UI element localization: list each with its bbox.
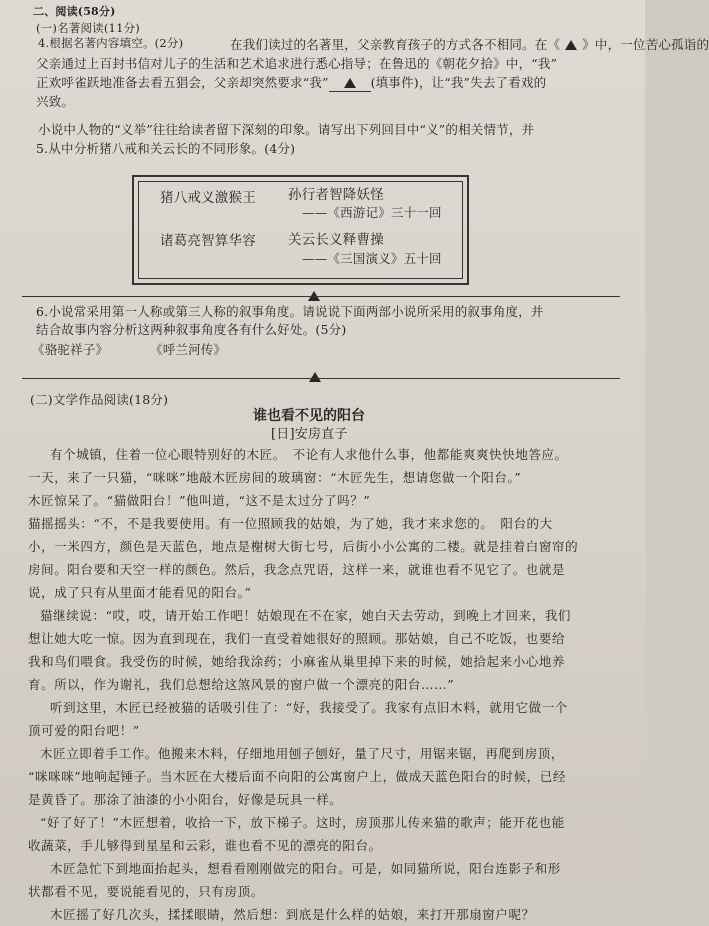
answer-area-marker-q6[interactable] <box>309 366 321 385</box>
story-line: 木匠摇了好几次头，揉揉眼睛，然后想：到底是什么样的姑娘，来打开那扇窗户呢？ <box>50 907 535 922</box>
q4-line1-text: 在我们读过的名著里，父亲教育孩子的方式各不相同。在《 <box>230 37 561 52</box>
answer-line-q5 <box>22 296 620 297</box>
story-body <box>28 443 640 926</box>
story-line: 猫继续说：“哎，哎，请开始工作吧！姑娘现在不在家，她白天去劳动，到晚上才回来，我们 <box>40 608 571 623</box>
triangle-marker-icon <box>565 40 577 50</box>
box-row2-left: 诸葛亮智算华容 <box>160 233 256 249</box>
story-line: 收蔬菜，手儿够得到星星和云彩，谁也看不见的漂亮的阳台。 <box>28 838 382 853</box>
story-line: 木匠惊呆了。“猫做阳台！”他叫道，“这不是太过分了吗？” <box>28 493 371 508</box>
box-row2-source: ——《三国演义》五十回 <box>302 251 442 266</box>
triangle-marker-icon <box>344 78 356 88</box>
q6-book1: 《骆驼祥子》 <box>32 342 109 357</box>
q6-book2: 《呼兰河传》 <box>150 342 227 357</box>
story-line: 木匠立即着手工作。他搬来木料，仔细地用刨子刨好，量了尺寸，用锯来锯，再爬到房顶， <box>40 746 565 761</box>
answer-blank-1[interactable] <box>560 37 582 53</box>
part1-heading: (一)名著阅读(11分) <box>36 21 140 35</box>
story-line: 木匠急忙下到地面抬起头，想看看刚刚做完的阳台。可是，如同猫所说，阳台连影子和形 <box>50 861 561 876</box>
answer-line-q6 <box>22 378 620 379</box>
q4-line2: 父亲通过上百封书信对儿子的生活和艺术追求进行悉心指导；在鲁迅的《朝花夕拾》中，“我” <box>36 56 558 71</box>
story-line: 听到这里，木匠已经被猫的话吸引住了：“好，我接受了。我家有点旧木料，就用它做一个 <box>50 700 568 715</box>
story-line: 小，一米四方，颜色是天蓝色，地点是榭树大街七号，后街小小公寓的二楼。就是挂着白窗帘的 <box>28 539 579 554</box>
story-line: 一天，来了一只猫，“咪咪”地敲木匠房间的玻璃窗：“木匠先生，想请您做一个阳台。” <box>28 470 522 485</box>
box-row1-right: 孙行者智降妖怪 <box>288 187 384 203</box>
q4-line1 <box>230 37 709 53</box>
q4-line4: 兴致。 <box>36 94 75 109</box>
story-line: 想让她大吃一惊。因为直到现在，我们一直受着她很好的照顾。那姑娘，自己不吃饭，也要给 <box>28 631 566 646</box>
triangle-marker-icon <box>309 372 321 382</box>
part2-heading: (二)文学作品阅读(18分) <box>30 392 169 407</box>
q6-line1: 6.小说常采用第一人称或第三人称的叙事角度。请说说下面两部小说所采用的叙事角度，并 <box>36 304 544 319</box>
q4-line1-end: 》中，一位苦心孤诣的 <box>582 37 709 52</box>
story-line: 是黄昏了。那涂了油漆的小小阳台，好像是玩具一样。 <box>28 792 343 807</box>
story-author: [日]安房直子 <box>271 427 348 442</box>
story-line: “好了好了！”木匠想着，收拾一下，放下梯子。这时，房顶那儿传来猫的歌声；能开花也能 <box>40 815 565 830</box>
q4-line3-end: (填事件)，让“我”失去了看戏的 <box>370 75 547 90</box>
story-line: 我和鸟们喂食。我受伤的时候，她给我涂药；小麻雀从巢里掉下来的时候，她拾起来小心地养 <box>28 654 566 669</box>
story-line: 状都看不见，要说能看见的，只有房顶。 <box>28 884 264 899</box>
story-line: “咪咪咪”地响起锤子。当木匠在大楼后面不向阳的公寓窗户上，做成天蓝色阳台的时候，已经 <box>28 769 566 784</box>
story-line: 有个城镇，住着一位心眼特别好的木匠。 不论有人求他什么事，他都能爽爽快快地答应。 <box>50 447 568 462</box>
story-line: 房间。阳台要和天空一样的颜色。然后，我念点咒语，这样一来，就谁也看不见它了。也就是 <box>28 562 566 577</box>
answer-blank-2[interactable] <box>329 75 371 92</box>
q5-line2: 5.从中分析猪八戒和关云长的不同形象。(4分) <box>36 141 296 156</box>
section-header: 二、阅读(58分) <box>33 5 116 18</box>
q4-line3 <box>36 75 546 92</box>
q6-line2: 结合故事内容分析这两种叙事角度各有什么好处。(5分) <box>36 322 347 337</box>
box-row1-left: 猪八戒义激猴王 <box>160 190 256 206</box>
story-line: 猫摇摇头：“不，不是我要使用。有一位照顾我的姑娘，为了她，我才来求您的。 阳台的大 <box>28 516 553 531</box>
story-line: 顶可爱的阳台吧！” <box>28 723 140 738</box>
q4-stem: 4.根据名著内容填空。(2分) <box>38 36 184 50</box>
story-title: 谁也看不见的阳台 <box>253 408 365 424</box>
box-row1-source: ——《西游记》三十一回 <box>302 205 442 220</box>
box-row2-right: 关云长义释曹操 <box>288 232 384 248</box>
answer-area-marker-q5[interactable] <box>308 285 320 304</box>
q4-line3-text: 正欢呼雀跃地准备去看五猖会，父亲却突然要求“我” <box>36 75 329 90</box>
story-line: 育。所以，作为谢礼，我们总想给这煞风景的窗户做一个漂亮的阳台……” <box>28 677 455 692</box>
story-line: 说，成了只有从里面才能看见的阳台。” <box>28 585 252 600</box>
q5-line1: 小说中人物的“义举”往往给读者留下深刻的印象。请写出下列回目中“义”的相关情节，并 <box>38 122 535 137</box>
